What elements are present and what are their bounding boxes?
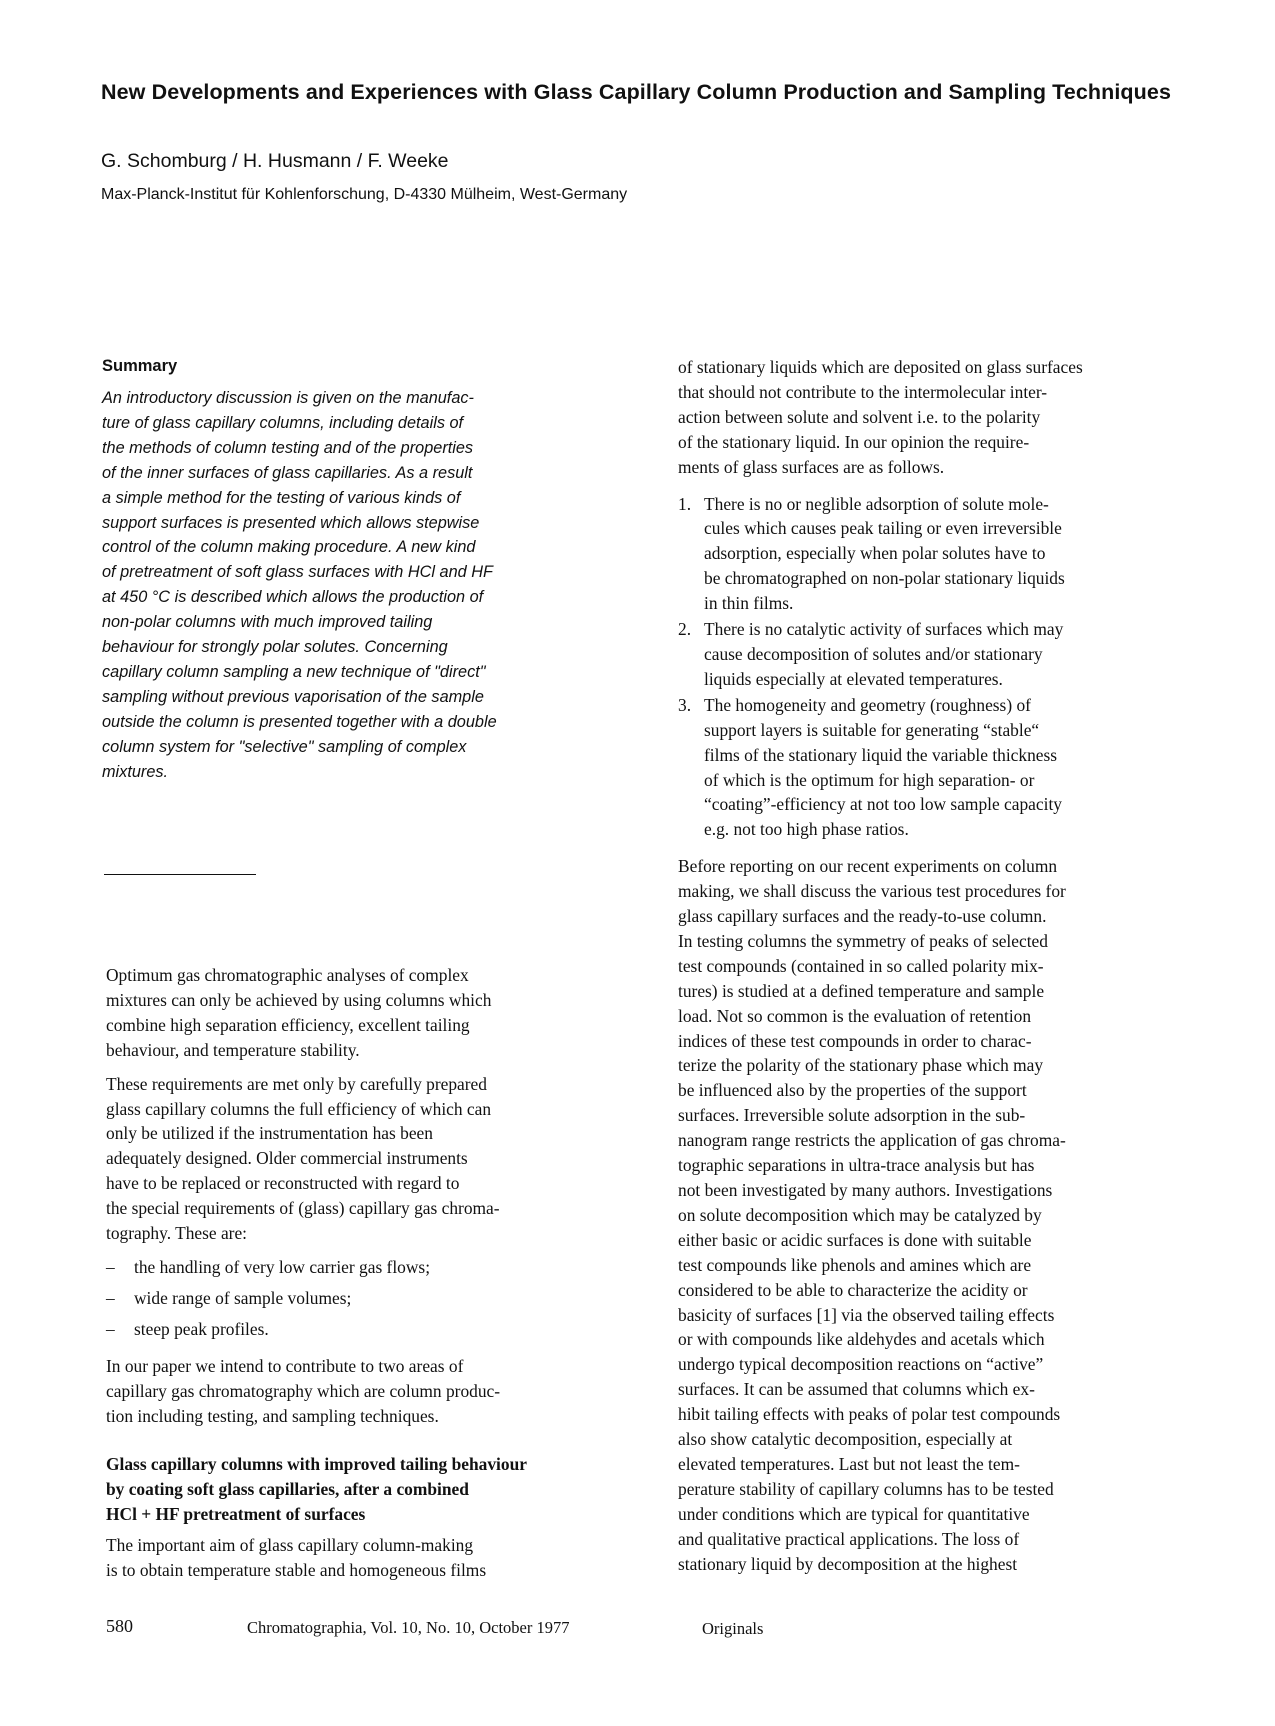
text-line: terize the polarity of the stationary phase which may [678,1055,1044,1076]
summary-line: sampling without previous vaporisation of the sample [102,687,484,706]
text-line: In our paper we intend to contribute to two areas of [106,1355,464,1376]
text-line: and qualitative practical applications. The loss of [678,1528,1020,1549]
text-line: adsorption, especially when polar solutes have to [704,543,1046,564]
text-line: of stationary liquids which are deposited on glass surfaces [678,357,1083,377]
text-line: support layers is suitable for generating “stable“ [704,719,1040,740]
text-line: films of the stationary liquid the variable thickness [704,744,1058,765]
text-line: ments of glass surfaces are as follows. [678,456,945,477]
text-line: is to obtain temperature stable and homogeneous films [106,1560,487,1581]
text-line: glass capillary columns the full efficiency of which can [106,1098,492,1119]
journal-citation: Chromatographia, Vol. 10, No. 10, October 1977 [247,1618,570,1637]
summary-line: outside the column is presented together with a double [102,712,497,731]
dash-marker: – [106,1287,115,1308]
text-line: on solute decomposition which may be catalyzed by [678,1204,1042,1225]
numbered-list-item [678,492,1158,617]
text-line: tion including testing, and sampling techniques. [106,1405,439,1426]
text-line: perature stability of capillary columns has to be tested [678,1478,1054,1499]
summary-line: mixtures. [102,762,169,781]
summary-line: of the inner surfaces of glass capillaries. As a result [102,463,473,482]
text-line: elevated temperatures. Last but not least the tem- [678,1453,1020,1474]
paragraph [678,854,1158,1576]
dash-marker: – [106,1256,115,1277]
text-line: capillary gas chromatography which are column produc- [106,1380,501,1401]
summary-line: capillary column sampling a new technique of "direct" [102,662,486,681]
paragraph [106,1533,586,1583]
text-line: action between solute and solvent i.e. to the polarity [678,406,1041,427]
text-line: mixtures can only be achieved by using columns which [106,989,492,1010]
text-line: making, we shall discuss the various test procedures for [678,881,1066,902]
text-line: of the stationary liquid. In our opinion the require- [678,431,1030,452]
text-line: tures) is studied at a defined temperature and sample [678,980,1045,1001]
summary-line: support surfaces is presented which allows stepwise [102,513,480,532]
text-line: the special requirements of (glass) capillary gas chroma- [106,1198,500,1219]
page-number: 580 [106,1616,133,1636]
footnote-divider [104,874,256,875]
text-line: liquids especially at elevated temperatures. [704,668,1003,689]
text-line: have to be replaced or reconstructed with regard to [106,1173,460,1194]
text-line: “coating”-efficiency at not too low sample capacity [704,794,1062,815]
left-column [106,963,586,1592]
summary-line: column system for "selective" sampling of complex [102,737,467,756]
text-line: The homogeneity and geometry (roughness) of [704,694,1031,715]
text-line: tographic separations in ultra-trace analysis but has [678,1155,1035,1176]
text-line: combine high separation efficiency, excellent tailing [106,1014,470,1035]
text-line: surfaces. It can be assumed that columns which ex- [678,1379,1035,1400]
paragraph [106,963,586,1063]
text-line: nanogram range restricts the application of gas chroma- [678,1130,1066,1151]
text-line: that should not contribute to the intermolecular inter- [678,381,1048,402]
numbered-list-item [678,693,1158,842]
text-line: cause decomposition of solutes and/or stationary [704,643,1043,664]
text-line: test compounds (contained in so called polarity mix- [678,955,1044,976]
text-line: hibit tailing effects with peaks of polar test compounds [678,1404,1061,1425]
dash-item-text: steep peak profiles. [134,1318,269,1339]
dash-list-item [106,1255,586,1280]
text-line: under conditions which are typical for quantitative [678,1503,1030,1524]
text-line: These requirements are met only by carefully prepared [106,1073,487,1094]
text-line: There is no or neglible adsorption of solute mole- [704,493,1049,514]
text-line: There is no catalytic activity of surfaces which may [704,619,1064,640]
text-line: load. Not so common is the evaluation of retention [678,1005,1032,1026]
text-line: basicity of surfaces [1] via the observed tailing effects [678,1304,1055,1325]
right-column [678,355,1158,1586]
summary-heading: Summary [102,357,178,375]
text-line: test compounds like phenols and amines which are [678,1254,1032,1275]
text-line: indices of these test compounds in order to charac- [678,1030,1032,1051]
heading-line: HCl + HF pretreatment of surfaces [106,1504,366,1525]
text-line: glass capillary surfaces and the ready-to-use column. [678,906,1047,927]
text-line: also show catalytic decomposition, especially at [678,1429,1013,1450]
author-list: G. Schomburg / H. Husmann / F. Weeke [101,150,449,172]
paragraph [106,1072,586,1246]
list-number: 1. [678,493,692,514]
summary-line: the methods of column testing and of the properties [102,438,474,457]
summary-line: at 450 °C is described which allows the production of [102,588,484,607]
text-line: be influenced also by the properties of the support [678,1080,1027,1101]
dash-item-text: wide range of sample volumes; [134,1287,352,1308]
summary-line: behaviour for strongly polar solutes. Concerning [102,638,448,657]
text-line: stationary liquid by decomposition at the highest [678,1553,1018,1574]
summary-line: control of the column making procedure. A new kind [102,538,476,557]
dash-list-item [106,1286,586,1311]
summary-line: a simple method for the testing of various kinds of [102,488,461,507]
text-line: Optimum gas chromatographic analyses of complex [106,965,469,985]
paragraph [678,355,1158,480]
text-line: or with compounds like aldehydes and acetals which [678,1329,1045,1350]
list-number: 3. [678,694,692,715]
text-line: not been investigated by many authors. Investigations [678,1180,1053,1200]
summary-line: of pretreatment of soft glass surfaces with HCl and HF [102,563,493,582]
list-number: 2. [678,619,692,640]
text-line: In testing columns the symmetry of peaks of selected [678,930,1048,951]
summary-line: ture of glass capillary columns, including details of [102,413,464,432]
summary-line: An introductory discussion is given on the manufac- [102,389,474,407]
dash-list-item [106,1317,586,1342]
dash-item-text: the handling of very low carrier gas flows; [134,1256,431,1277]
text-line: be chromatographed on non-polar stationary liquids [704,568,1065,589]
paragraph [106,1354,586,1429]
text-line: e.g. not too high phase ratios. [704,819,909,840]
summary-text [102,386,572,785]
affiliation: Max-Planck-Institut für Kohlenforschung, D-4330 Mülheim, West-Germany [101,186,628,203]
text-line: only be utilized if the instrumentation has been [106,1123,433,1144]
section-label: Originals [702,1619,764,1638]
text-line: cules which causes peak tailing or even irreversible [704,518,1062,539]
text-line: behaviour, and temperature stability. [106,1039,360,1060]
text-line: surfaces. Irreversible solute adsorption in the sub- [678,1105,1026,1126]
numbered-list-item [678,617,1158,692]
summary-line: non-polar columns with much improved tailing [102,613,433,632]
text-line: in thin films. [704,593,794,614]
heading-line: Glass capillary columns with improved tailing behaviour [106,1454,527,1475]
section-heading [106,1452,586,1527]
text-line: of which is the optimum for high separation- or [704,769,1035,790]
paper-title: New Developments and Experiences with Glass Capillary Column Production and Sampling Techniques [101,80,1172,104]
text-line: adequately designed. Older commercial instruments [106,1148,468,1169]
text-line: undergo typical decomposition reactions on “active” [678,1354,1044,1375]
text-line: Before reporting on our recent experiments on column [678,856,1058,877]
text-line: considered to be able to characterize the acidity or [678,1279,1028,1300]
text-line: tography. These are: [106,1223,248,1244]
text-line: The important aim of glass capillary column-making [106,1535,474,1556]
dash-marker: – [106,1318,115,1339]
text-line: either basic or acidic surfaces is done with suitable [678,1229,1032,1250]
heading-line: by coating soft glass capillaries, after a combined [106,1479,469,1500]
